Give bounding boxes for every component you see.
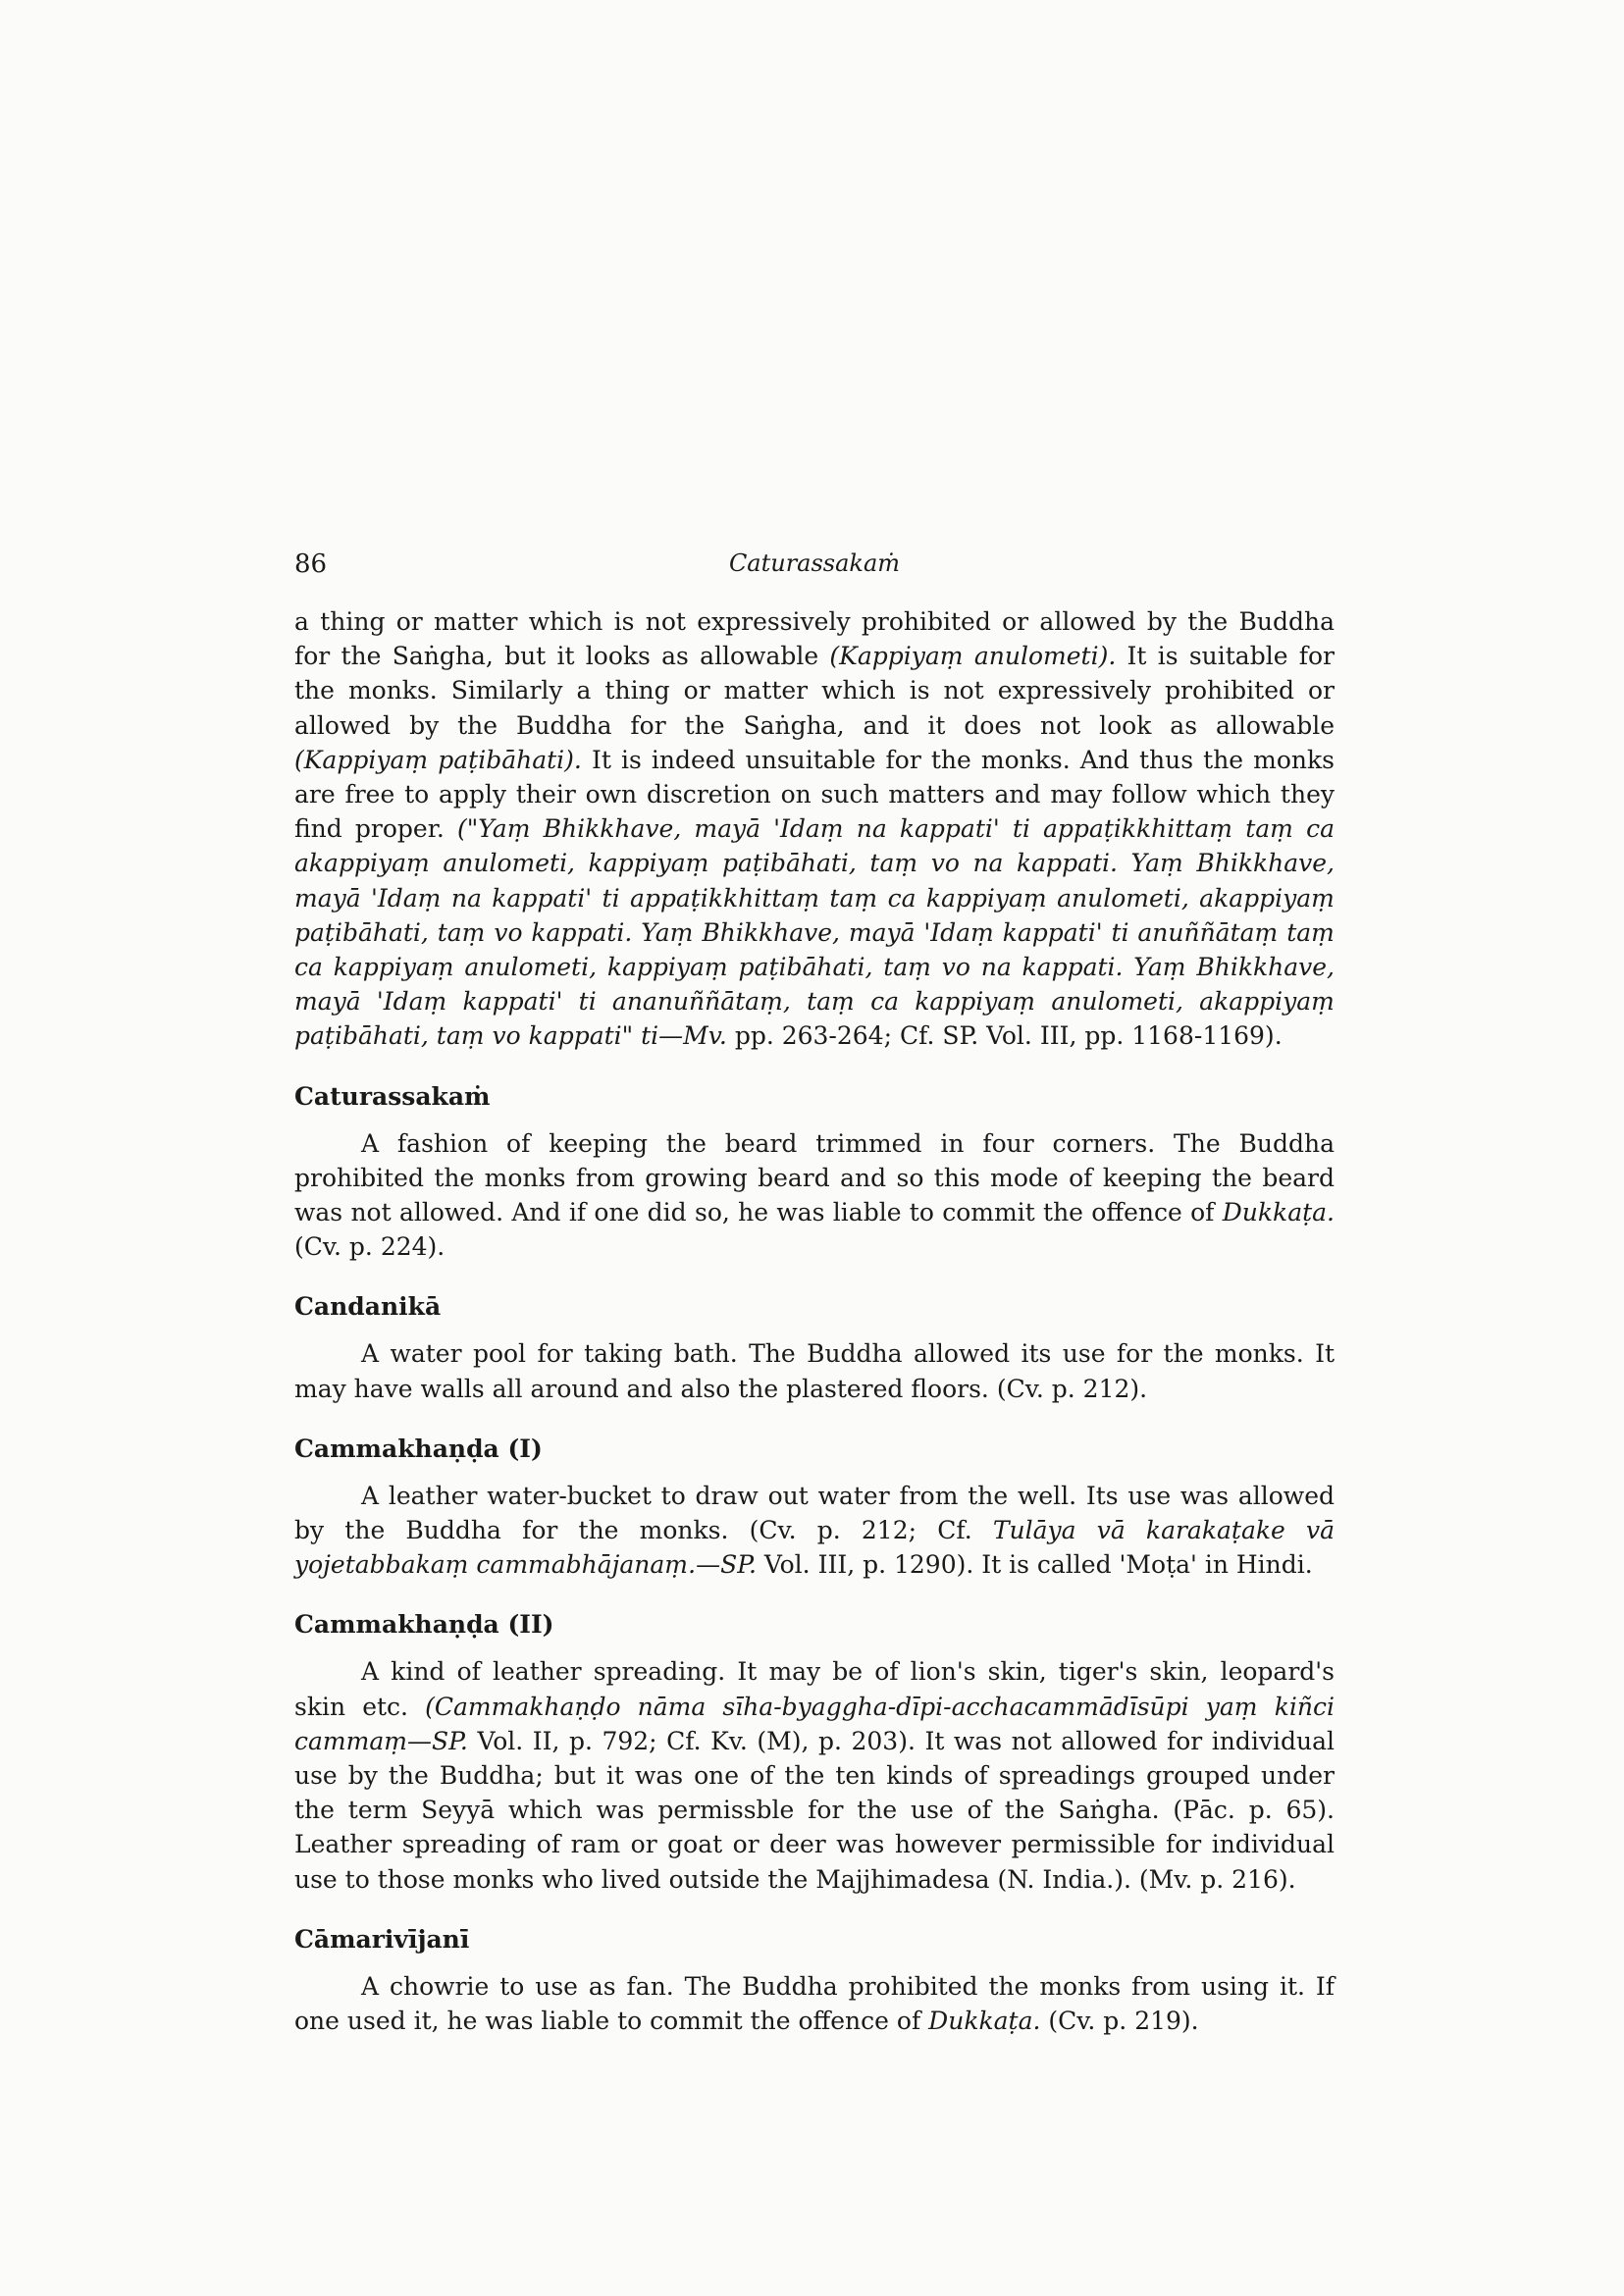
entry-italic: Dukkaṭa. [928, 2007, 1041, 2036]
entry-caturassakam [294, 1081, 1335, 1265]
entry-definition [294, 1126, 1335, 1265]
entry-headword: Cāmarivījanī [294, 1924, 470, 1954]
entry-definition [294, 1479, 1335, 1583]
entry-reference: (Cv. p. 212). [996, 1374, 1148, 1403]
entry-text: A chowrie to use as fan. The Buddha prohibited the monks from using it. If one used it, he was liable to commit the offence of [294, 1971, 1335, 2036]
entry-cammakhanda-1 [294, 1434, 1335, 1583]
entry-definition [294, 1654, 1335, 1896]
document-page [294, 549, 1335, 2038]
entry-definition [294, 1969, 1335, 2038]
entry-candanika [294, 1291, 1335, 1405]
entry-reference: Vol. II, p. 792; Cf. Kv. (M), p. 203). It was not allowed for individual use by the Buddha; but it was one of the ten kinds of spreadings grouped under the term Seyyā which was permissble for the use of the Saṅgha. (Pāc. p. 65). Leather spreading of ram or goat or deer was however permissible for individual use to those monks who lived outside the Majjhimadesa (N. India.). (Mv. p. 216). [294, 1726, 1335, 1894]
entry-headword: Cammakhaṇḍa (I) [294, 1434, 543, 1463]
entry-italic: Tulāya vā karakaṭake vā yojetabbakaṃ cammabhājanaṃ.—SP. [294, 1516, 1335, 1580]
entry-text: A water pool for taking bath. The Buddha allowed its use for the monks. It may have walls all around and also the plastered floors. [294, 1339, 1335, 1403]
entry-definition [294, 1336, 1335, 1405]
intro-text-3: It is indeed unsuitable for the monks. And thus the monks are free to apply their own discretion on such matters and may follow which they find proper. [294, 745, 1335, 844]
entry-headword: Candanikā [294, 1292, 442, 1322]
entry-reference: Vol. III, p. 1290). It is called 'Moṭa' in Hindi. [763, 1550, 1313, 1580]
entry-text: A leather water-bucket to draw out water from the well. Its use was allowed by the Buddha for the monks. (Cv. p. 212; Cf. [294, 1481, 1335, 1545]
intro-italic-1: (Kappiyaṃ anulometi). [829, 642, 1117, 671]
entry-text: A kind of leather spreading. It may be of lion's skin, tiger's skin, leopard's skin etc. [294, 1657, 1335, 1721]
entry-headword: Caturassakaṁ [294, 1081, 491, 1111]
pali-quotation: ("Yaṃ Bhikkhave, mayā 'Idaṃ na kappati' ti appaṭikkhittaṃ taṃ ca akappiyaṃ anulometi, kappiyaṃ paṭibāhati, taṃ vo na kappati. Yaṃ Bhikkhave, mayā 'Idaṃ na kappati' ti appaṭikkhittaṃ taṃ ca kappiyaṃ anulometi, akappiyaṃ paṭibāhati, taṃ vo kappati. Yaṃ Bhikkhave, mayā 'Idaṃ kappati' ti anuññātaṃ taṃ ca kappiyaṃ anulometi, kappiyaṃ paṭibāhati, taṃ vo na kappati. Yaṃ Bhikkhave, mayā 'Idaṃ kappati' ti ananuññātaṃ, taṃ ca kappiyaṃ anulometi, akappiyaṃ paṭibāhati, taṃ vo kappati" ti—Mv. [294, 814, 1336, 1051]
entry-reference: (Cv. p. 224). [294, 1232, 445, 1262]
intro-paragraph [294, 604, 1335, 1054]
entry-italic: Dukkaṭa. [1222, 1198, 1335, 1227]
intro-reference: pp. 263-264; Cf. SP. Vol. III, pp. 1168-1169). [734, 1021, 1283, 1051]
entry-camarivijani [294, 1924, 1335, 2038]
entry-cammakhanda-2 [294, 1609, 1335, 1896]
entry-italic: (Cammakhaṇḍo nāma sīha-byaggha-dīpi-acchacammādīsūpi yaṃ kiñci cammaṃ—SP. [294, 1692, 1335, 1755]
running-title: Caturassakaṁ [728, 549, 901, 577]
intro-text-2: It is suitable for the monks. Similarly a thing or matter which is not expressively prohibited or allowed by the Buddha for the Saṅgha, and it does not look as allowable [294, 642, 1335, 740]
entry-text: A fashion of keeping the beard trimmed in four corners. The Buddha prohibited the monks from growing beard and so this mode of keeping the beard was not allowed. And if one did so, he was liable to commit the offence of [294, 1128, 1335, 1227]
entry-reference: (Cv. p. 219). [1048, 2007, 1199, 2036]
intro-italic-2: (Kappiyaṃ paṭibāhati). [294, 745, 582, 774]
intro-text-1: a thing or matter which is not expressively prohibited or allowed by the Buddha for the Saṅgha, but it looks as allowable [294, 607, 1335, 671]
running-head [294, 549, 1335, 593]
entry-headword: Cammakhaṇḍa (II) [294, 1610, 554, 1640]
page-number: 86 [294, 549, 328, 579]
